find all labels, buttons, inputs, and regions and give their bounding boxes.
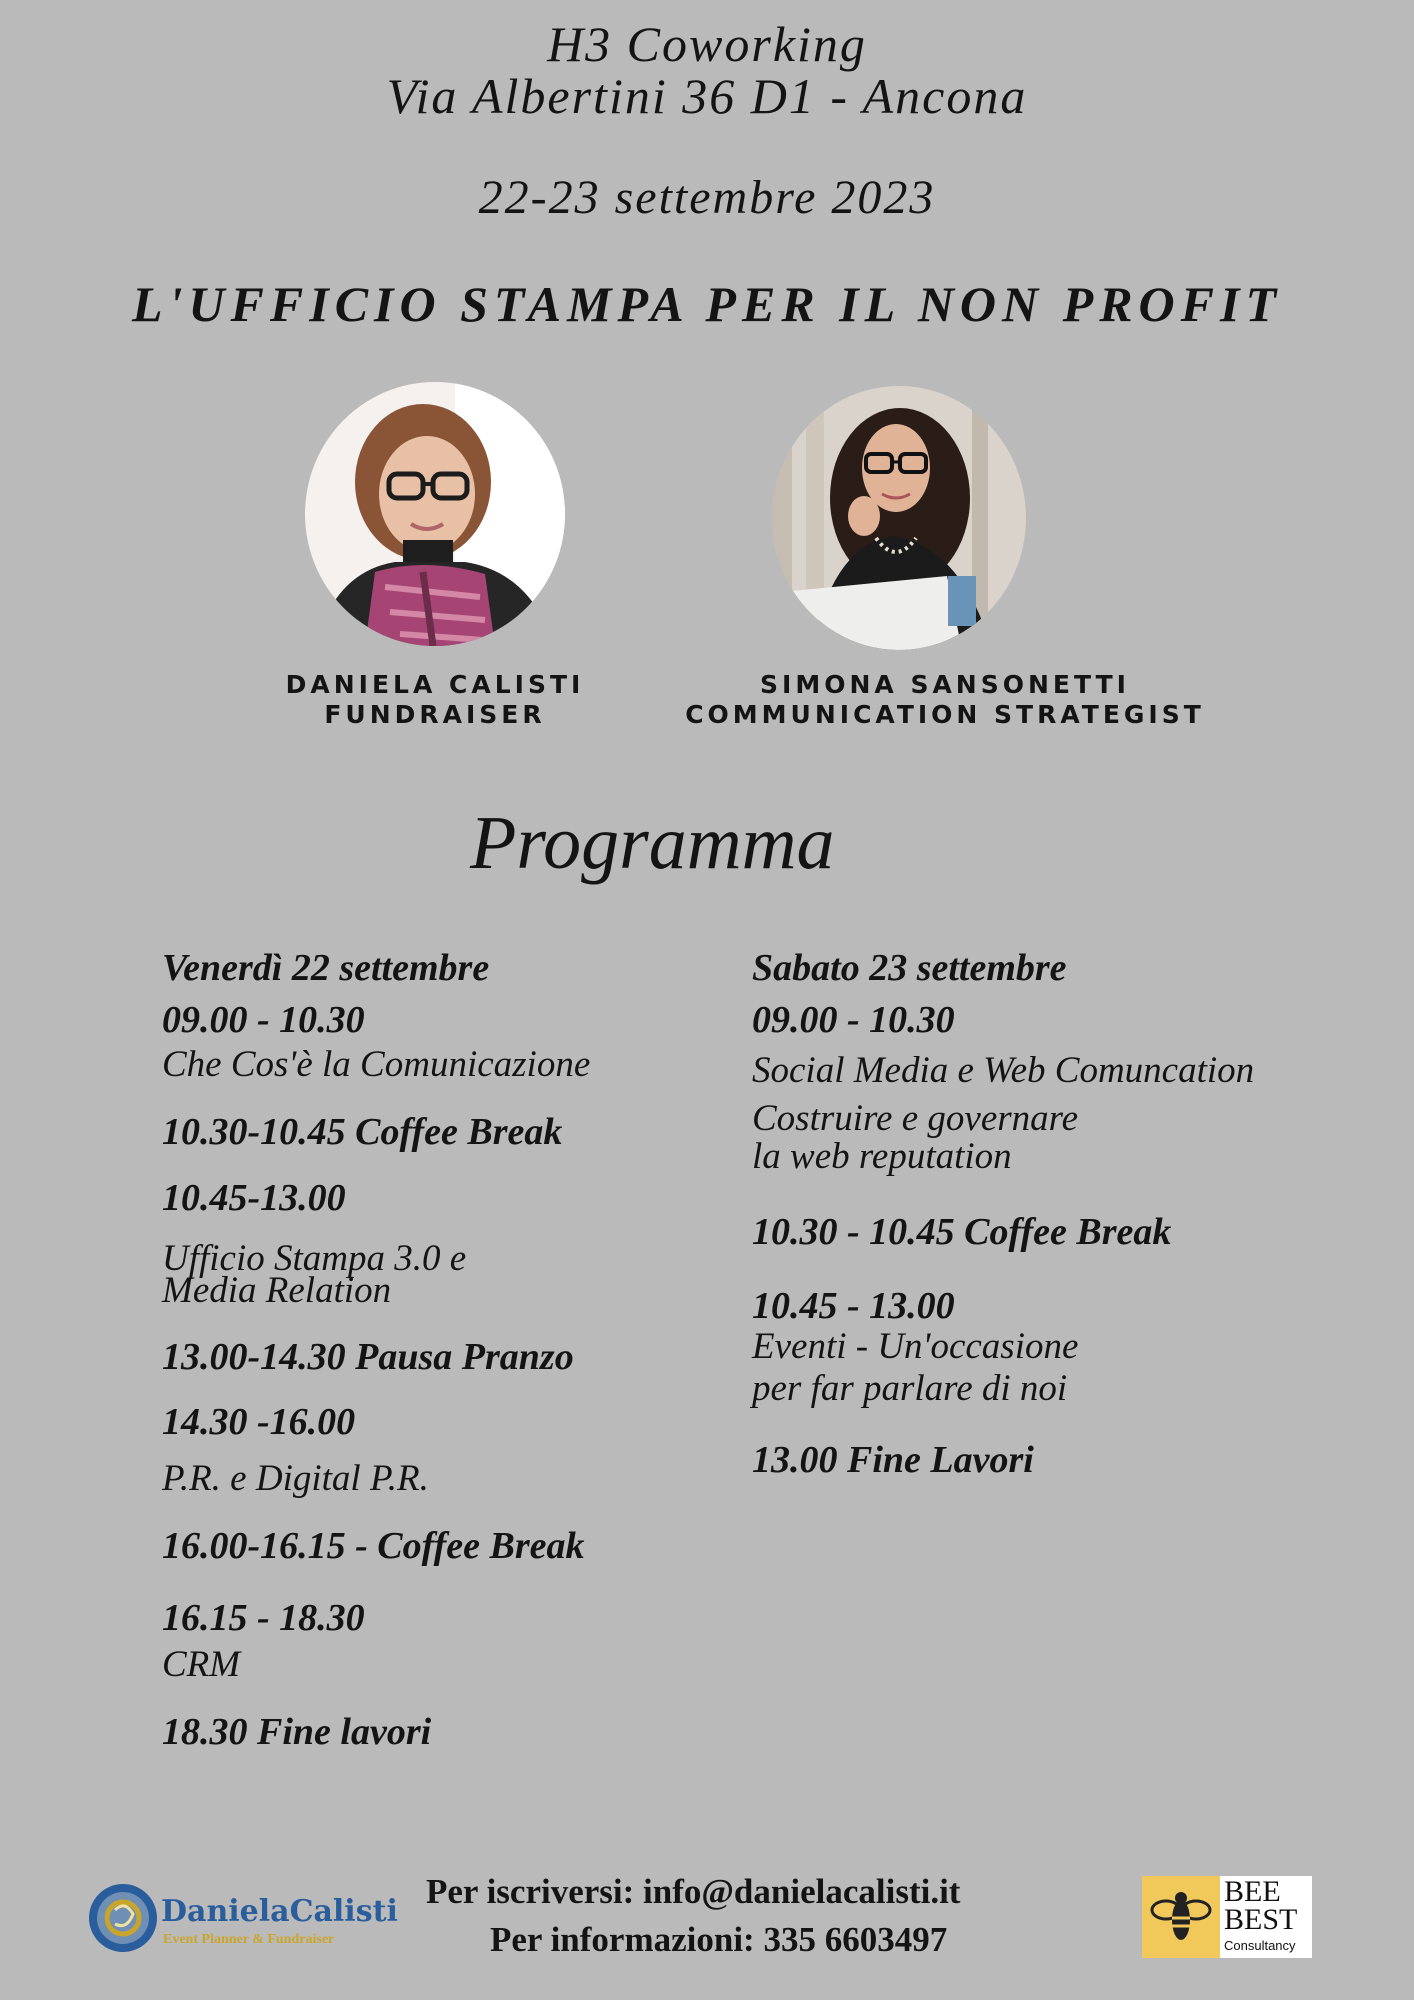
- schedule-time: 09.00 - 10.30: [162, 999, 365, 1041]
- speaker-role: COMMUNICATION STRATEGIST: [685, 700, 1205, 729]
- schedule-time: 16.15 - 18.30: [162, 1597, 365, 1639]
- signup-line: Per iscriversi: info@danielacalisti.it: [426, 1872, 961, 1911]
- day2-label: Sabato 23 settembre: [752, 947, 1067, 989]
- speaker-caption-daniela: [260, 670, 610, 730]
- schedule-time: 10.45-13.00: [162, 1177, 346, 1219]
- day1-label: Venerdì 22 settembre: [162, 947, 490, 989]
- bee-best-logo: [1142, 1876, 1312, 1958]
- speaker-photo-daniela: [305, 382, 565, 646]
- schedule-topic: per far parlare di noi: [752, 1368, 1068, 1409]
- schedule-topic: Social Media e Web Comuncation: [752, 1050, 1255, 1091]
- logo-bee: BEE: [1224, 1875, 1281, 1908]
- program-heading: Programma: [470, 801, 835, 885]
- speaker-name: SIMONA SANSONETTI: [760, 670, 1130, 699]
- venue-name: H3 Coworking: [547, 16, 867, 72]
- schedule-topic: P.R. e Digital P.R.: [162, 1458, 429, 1499]
- venue-block: [0, 18, 1414, 122]
- schedule-end: 13.00 Fine Lavori: [752, 1439, 1034, 1481]
- schedule-topic: la web reputation: [752, 1136, 1012, 1177]
- schedule-topic: CRM: [162, 1644, 241, 1685]
- schedule-topic: Che Cos'è la Comunicazione: [162, 1044, 591, 1085]
- schedule-time: 14.30 -16.00: [162, 1401, 356, 1443]
- info-line: Per informazioni: 335 6603497: [490, 1920, 948, 1959]
- schedule-topic: Media Relation: [162, 1270, 392, 1311]
- logo-brand: DanielaCalisti: [161, 1894, 398, 1929]
- end-time: 18.30: [162, 1711, 248, 1753]
- speaker-photo-simona: [772, 386, 1026, 650]
- event-title: L'UFFICIO STAMPA PER IL NON PROFIT: [132, 276, 1282, 332]
- schedule-topic: Eventi - Un'occasione: [752, 1326, 1079, 1367]
- schedule-topic: Ufficio Stampa 3.0 e: [162, 1238, 467, 1279]
- program-day1: [162, 940, 682, 1770]
- schedule-break: 10.30 - 10.45 Coffee Break: [752, 1211, 1172, 1253]
- event-date: 22-23 settembre 2023: [478, 171, 936, 224]
- venue-address: Via Albertini 36 D1 - Ancona: [386, 68, 1028, 124]
- schedule-break: 13.00-14.30 Pausa Pranzo: [162, 1336, 574, 1378]
- daniela-calisti-logo: [85, 1880, 398, 1960]
- program-day2: [752, 940, 1372, 1500]
- speaker-name: DANIELA CALISTI: [285, 670, 585, 699]
- speaker-caption-simona: [680, 670, 1210, 730]
- schedule-topic: Costruire e governare: [752, 1098, 1079, 1139]
- schedule-break: 16.00-16.15 - Coffee Break: [162, 1525, 585, 1567]
- bee-icon: [1142, 1876, 1220, 1958]
- speaker-role: FUNDRAISER: [324, 700, 546, 729]
- logo-best: BEST: [1224, 1903, 1298, 1936]
- schedule-end: [162, 1710, 431, 1754]
- logo-tagline: Event Planner & Fundraiser: [163, 1932, 335, 1947]
- schedule-break: 10.30-10.45 Coffee Break: [162, 1111, 563, 1153]
- end-label: Fine lavori: [257, 1711, 432, 1753]
- logo-consultancy: Consultancy: [1224, 1938, 1296, 1953]
- schedule-time: 10.45 - 13.00: [752, 1285, 955, 1327]
- schedule-time: 09.00 - 10.30: [752, 999, 955, 1041]
